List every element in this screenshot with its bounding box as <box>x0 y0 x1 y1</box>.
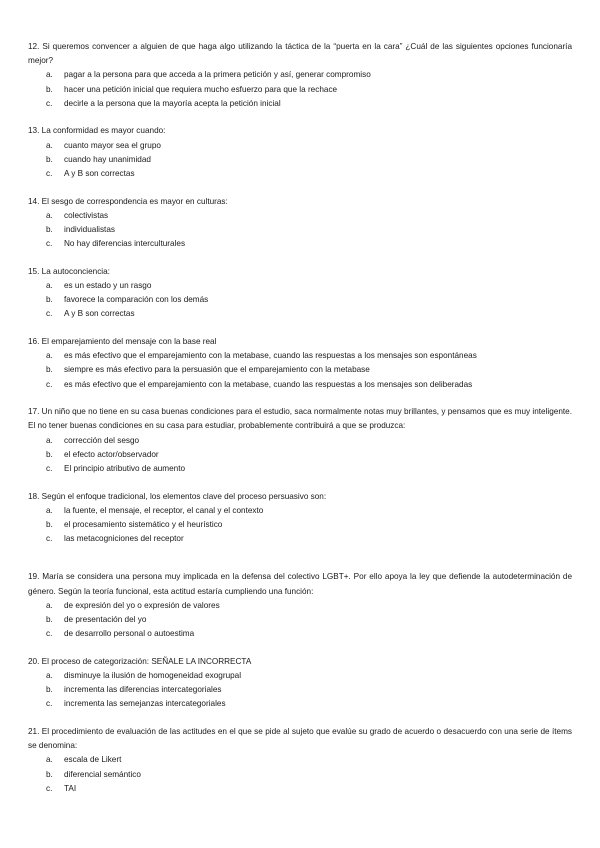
option-letter: c. <box>46 98 53 108</box>
answer-option <box>28 307 572 321</box>
option-letter: b. <box>46 615 53 625</box>
answer-option <box>28 532 572 546</box>
answer-option <box>28 293 572 307</box>
question-19 <box>28 570 572 641</box>
answer-option <box>28 167 572 181</box>
question-text: 13. La conformidad es mayor cuando: <box>28 126 166 136</box>
option-text: es más efectivo que el emparejamiento con la metabase, cuando las respuestas a los mensajes son espontáneas <box>64 351 477 361</box>
answer-option <box>28 349 572 363</box>
option-letter: b. <box>46 295 53 305</box>
answer-option <box>28 363 572 377</box>
option-letter: a. <box>46 600 53 610</box>
answer-option <box>28 237 572 251</box>
option-letter: b. <box>46 365 53 375</box>
answer-option <box>28 768 572 782</box>
answer-option <box>28 279 572 293</box>
option-letter: a. <box>46 210 53 220</box>
answer-option <box>28 683 572 697</box>
option-text: de presentación del yo <box>64 615 147 625</box>
question-text: 18. Según el enfoque tradicional, los elementos clave del proceso persuasivo son: <box>28 491 327 501</box>
option-letter: a. <box>46 140 53 150</box>
answer-option <box>28 139 572 153</box>
option-text: es más efectivo que el emparejamiento con la metabase, cuando las respuestas a los mensajes son deliberadas <box>64 379 473 389</box>
answer-option <box>28 153 572 167</box>
option-text: siempre es más efectivo para la persuasión que el emparejamiento con la metabase <box>64 365 370 375</box>
question-text: 16. El emparejamiento del mensaje con la base real <box>28 337 217 347</box>
option-letter: c. <box>46 169 53 179</box>
answer-option <box>28 782 572 796</box>
question-text: 15. La autoconciencia: <box>28 266 110 276</box>
option-letter: b. <box>46 154 53 164</box>
question-21 <box>28 725 572 796</box>
option-text: la fuente, el mensaje, el receptor, el canal y el contexto <box>64 505 264 515</box>
option-letter: b. <box>46 769 53 779</box>
answer-option <box>28 448 572 462</box>
option-text: decirle a la persona que la mayoría acepta la petición inicial <box>64 98 281 108</box>
option-text: A y B son correctas <box>64 309 135 319</box>
answer-option <box>28 434 572 448</box>
option-text: pagar a la persona para que acceda a la primera petición y así, generar compromiso <box>64 70 371 80</box>
answer-option <box>28 518 572 532</box>
question-text: 14. El sesgo de correspondencia es mayor en culturas: <box>28 196 228 206</box>
option-letter: c. <box>46 239 53 249</box>
answer-option <box>28 753 572 767</box>
option-letter: a. <box>46 70 53 80</box>
answer-option <box>28 462 572 476</box>
option-letter: a. <box>46 755 53 765</box>
option-text: escala de Likert <box>64 755 122 765</box>
option-text: hacer una petición inicial que requiera mucho esfuerzo para que la rechace <box>64 84 338 94</box>
option-letter: c. <box>46 309 53 319</box>
option-letter: c. <box>46 464 53 474</box>
question-13 <box>28 124 572 181</box>
option-text: No hay diferencias interculturales <box>64 239 186 249</box>
option-letter: a. <box>46 281 53 291</box>
option-text: es un estado y un rasgo <box>64 281 152 291</box>
question-16 <box>28 335 572 392</box>
option-text: disminuye la ilusión de homogeneidad exogrupal <box>64 671 242 681</box>
option-letter: c. <box>46 783 53 793</box>
question-17 <box>28 405 572 476</box>
option-text: corrección del sesgo <box>64 435 140 445</box>
question-text: 20. El proceso de categorización: SEÑALE LA INCORRECTA <box>28 656 252 666</box>
answer-option <box>28 223 572 237</box>
question-text: 21. El procedimiento de evaluación de las actitudes en el que se pide al sujeto que evalúe su grado de acuerdo o desacuerdo con una serie de ítems se denomina: <box>28 727 572 751</box>
answer-option <box>28 378 572 392</box>
option-letter: c. <box>46 699 53 709</box>
option-text: favorece la comparación con los demás <box>64 295 209 305</box>
option-letter: c. <box>46 379 53 389</box>
option-text: TAI <box>64 783 77 793</box>
answer-option <box>28 97 572 111</box>
option-text: el procesamiento sistemático y el heurístico <box>64 520 223 530</box>
option-text: individualistas <box>64 225 115 235</box>
option-letter: b. <box>46 449 53 459</box>
option-letter: b. <box>46 685 53 695</box>
question-text: 17. Un niño que no tiene en su casa buenas condiciones para el estudio, saca normalmente notas muy brillantes, y pensamos que es muy inteligente. El no tener buenas condiciones en su casa para estudiar, probablemente contribuirá a que se produzca: <box>28 407 572 431</box>
question-text: 12. Si queremos convencer a alguien de que haga algo utilizando la táctica de la “puerta en la cara” ¿Cuál de las siguientes opciones funcionaría mejor? <box>28 42 572 66</box>
question-20 <box>28 655 572 712</box>
question-14 <box>28 195 572 252</box>
option-letter: a. <box>46 671 53 681</box>
option-text: las metacogniciones del receptor <box>64 534 184 544</box>
option-text: incrementa las diferencias intercategoriales <box>64 685 222 695</box>
option-letter: c. <box>46 629 53 639</box>
answer-option <box>28 669 572 683</box>
option-text: cuando hay unanimidad <box>64 154 151 164</box>
answer-option <box>28 697 572 711</box>
option-letter: c. <box>46 534 53 544</box>
answer-option <box>28 504 572 518</box>
option-text: A y B son correctas <box>64 169 135 179</box>
question-text: 19. María se considera una persona muy implicada en la defensa del colectivo LGBT+. Por ello apoya la ley que defiende la autodeterminación de género. Según la teoría funcional, esta actitud estaría cumpliendo una función: <box>28 572 572 596</box>
answer-option <box>28 599 572 613</box>
option-letter: b. <box>46 84 53 94</box>
option-text: cuanto mayor sea el grupo <box>64 140 161 150</box>
option-text: el efecto actor/observador <box>64 449 159 459</box>
answer-option <box>28 613 572 627</box>
question-18 <box>28 490 572 547</box>
answer-option <box>28 209 572 223</box>
option-letter: b. <box>46 225 53 235</box>
answer-option <box>28 83 572 97</box>
option-letter: a. <box>46 351 53 361</box>
option-text: diferencial semántico <box>64 769 141 779</box>
option-text: incrementa las semejanzas intercategoriales <box>64 699 226 709</box>
option-text: colectivistas <box>64 210 109 220</box>
option-letter: a. <box>46 435 53 445</box>
option-text: de desarrollo personal o autoestima <box>64 629 195 639</box>
answer-option <box>28 627 572 641</box>
answer-option <box>28 68 572 82</box>
question-15 <box>28 265 572 322</box>
option-text: El principio atributivo de aumento <box>64 464 186 474</box>
option-letter: b. <box>46 520 53 530</box>
question-12 <box>28 40 572 111</box>
exam-page <box>28 40 572 809</box>
option-text: de expresión del yo o expresión de valores <box>64 600 220 610</box>
option-letter: a. <box>46 505 53 515</box>
